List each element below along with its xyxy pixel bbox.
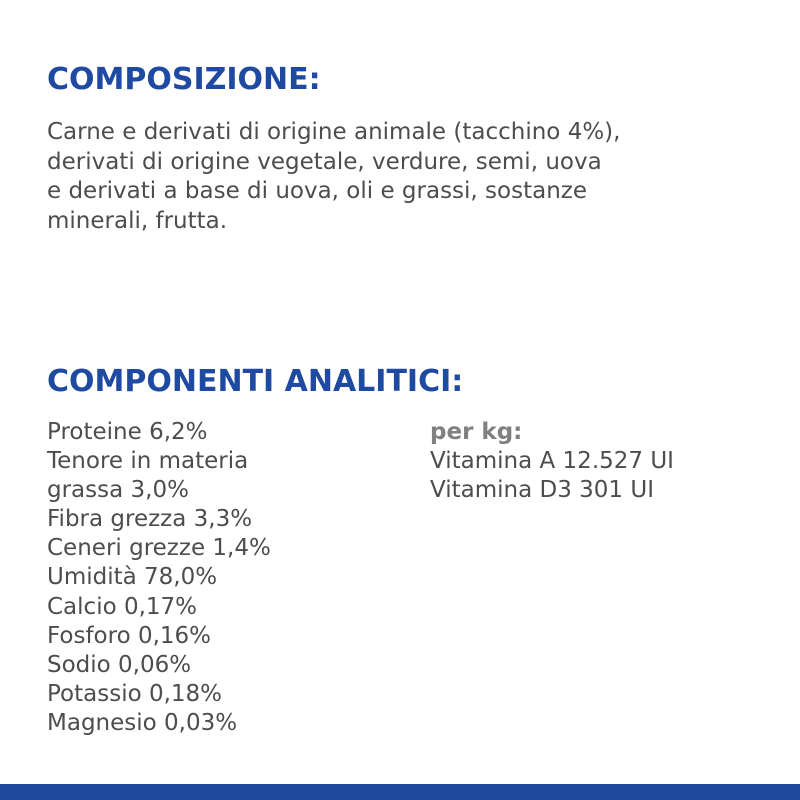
composition-text bbox=[47, 118, 747, 236]
composition-line: derivati di origine vegetale, verdure, semi, uova bbox=[47, 148, 602, 175]
analytics-item: Magnesio 0,03% bbox=[47, 709, 238, 736]
analytics-item: Tenore in materia bbox=[47, 448, 249, 475]
analytics-item: Fibra grezza 3,3% bbox=[47, 506, 253, 533]
vitamin-item: Vitamina A 12.527 UI bbox=[430, 448, 674, 475]
analytics-item: Proteine 6,2% bbox=[47, 419, 208, 445]
composition-line: e derivati a base di uova, oli e grassi, sostanze bbox=[47, 178, 588, 204]
analytics-item: Calcio 0,17% bbox=[47, 593, 198, 620]
analytics-item: Potassio 0,18% bbox=[47, 680, 223, 707]
analytics-item: grassa 3,0% bbox=[47, 477, 189, 504]
per-kg-block bbox=[430, 418, 674, 505]
analytics-item: Sodio 0,06% bbox=[47, 651, 192, 678]
composition-line: minerali, frutta. bbox=[47, 207, 228, 234]
composition-line: Carne e derivati di origine animale (tacchino 4%), bbox=[47, 119, 621, 145]
vitamin-list bbox=[430, 447, 674, 505]
analytics-item: Fosforo 0,16% bbox=[47, 622, 212, 649]
analytics-item: Umidità 78,0% bbox=[47, 564, 218, 591]
per-kg-title: per kg: bbox=[430, 419, 523, 445]
analytics-list bbox=[47, 418, 271, 738]
analytics-item: Ceneri grezze 1,4% bbox=[47, 535, 271, 562]
composition-heading: COMPOSIZIONE: bbox=[47, 62, 321, 97]
vitamin-item: Vitamina D3 301 UI bbox=[430, 477, 654, 504]
analytics-heading: COMPONENTI ANALITICI: bbox=[47, 364, 464, 399]
footer-bar bbox=[0, 784, 800, 800]
